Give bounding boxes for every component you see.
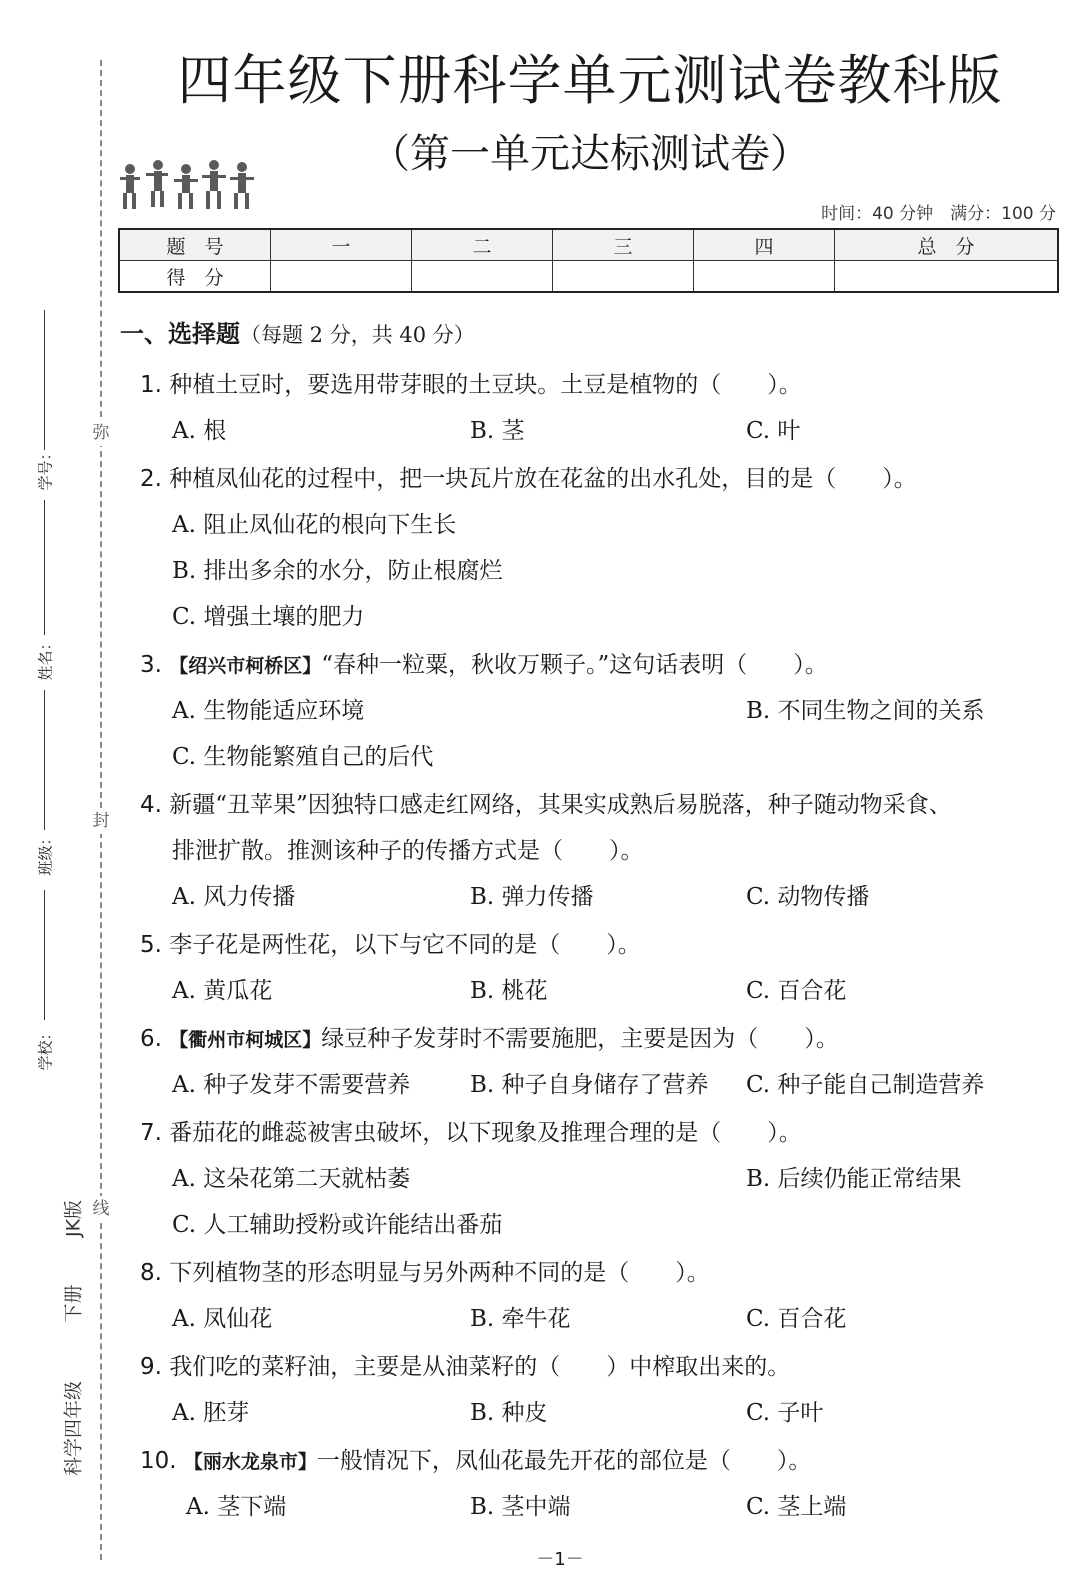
- student-id-label: 学号：: [36, 445, 55, 491]
- spine-grade: 科学四年级: [62, 1380, 85, 1477]
- question-stem: 一般情况下，凤仙花最先开花的部位是（ ）。: [316, 1448, 812, 1474]
- question-5: [140, 926, 641, 959]
- option[interactable]: C. 百合花: [746, 978, 847, 1004]
- question-number: 4.: [140, 792, 162, 818]
- option[interactable]: A. 阻止凤仙花的根向下生长: [172, 512, 457, 538]
- kids-silhouette-icon: [118, 155, 258, 215]
- option[interactable]: B. 牵牛花: [470, 1306, 571, 1332]
- question-8: [140, 1254, 710, 1287]
- question-3: [140, 646, 828, 679]
- option[interactable]: C. 子叶: [746, 1400, 824, 1426]
- region-tag: 【衢州市柯城区】: [169, 1029, 322, 1051]
- spine-edition: JK版: [62, 1199, 85, 1238]
- option[interactable]: A. 凤仙花: [172, 1306, 273, 1332]
- option[interactable]: B. 弹力传播: [470, 884, 594, 910]
- option[interactable]: B. 种子自身储存了营养: [470, 1072, 709, 1098]
- time-score-info: 时间：40 分钟 满分：100 分: [821, 204, 1056, 224]
- option[interactable]: B. 后续仍能正常结果: [746, 1166, 962, 1192]
- question-9: [140, 1348, 790, 1381]
- question-6: [140, 1020, 839, 1053]
- section-note: （每题 2 分，共 40 分）: [240, 323, 475, 347]
- region-tag: 【绍兴市柯桥区】: [169, 655, 322, 677]
- score-table-cell: 总 分: [835, 229, 1059, 261]
- student-id-line[interactable]: [44, 310, 45, 450]
- question-4: [140, 786, 952, 819]
- name-label: 姓名：: [36, 635, 55, 681]
- option[interactable]: A. 生物能适应环境: [172, 698, 365, 724]
- score-table-cell: 二: [412, 229, 553, 261]
- question-number: 10.: [140, 1448, 177, 1474]
- class-line[interactable]: [44, 690, 45, 830]
- class-label: 班级：: [36, 830, 55, 876]
- option[interactable]: A. 茎下端: [186, 1494, 287, 1520]
- score-table-cell: 一: [271, 229, 412, 261]
- question-stem: 新疆“丑苹果”因独特口感走红网络，其果实成熟后易脱落，种子随动物采食、: [169, 792, 952, 818]
- seal-char-mi: 弥: [88, 420, 114, 446]
- question-1: [140, 366, 802, 399]
- name-line[interactable]: [44, 500, 45, 635]
- score-table: [118, 228, 1059, 293]
- question-number: 7.: [140, 1120, 162, 1146]
- question-2: [140, 460, 917, 493]
- page-title: 四年级下册科学单元测试卷教科版: [177, 49, 1003, 112]
- question-stem: 种植凤仙花的过程中，把一块瓦片放在花盆的出水孔处，目的是（ ）。: [169, 466, 917, 492]
- question-number: 6.: [140, 1026, 162, 1052]
- section-title: 一、选择题: [120, 320, 240, 348]
- spine-label: [52, 1185, 92, 1477]
- question-number: 5.: [140, 932, 162, 958]
- option[interactable]: A. 这朵花第二天就枯萎: [172, 1166, 411, 1192]
- score-input-cell[interactable]: [412, 261, 553, 293]
- option[interactable]: C. 增强土壤的肥力: [172, 604, 365, 630]
- section-heading: [120, 314, 475, 349]
- question-10: [140, 1442, 811, 1475]
- question-number: 9.: [140, 1354, 162, 1380]
- question-stem-continued: 排泄扩散。推测该种子的传播方式是（ ）。: [172, 838, 644, 864]
- school-label: 学校：: [36, 1025, 55, 1071]
- option[interactable]: C. 种子能自己制造营养: [746, 1072, 985, 1098]
- option[interactable]: A. 胚芽: [172, 1400, 250, 1426]
- option[interactable]: A. 风力传播: [172, 884, 296, 910]
- question-stem: 番茄花的雌蕊被害虫破坏，以下现象及推理合理的是（ ）。: [169, 1120, 802, 1146]
- option[interactable]: C. 动物传播: [746, 884, 870, 910]
- question-stem: 种植土豆时，要选用带芽眼的土豆块。土豆是植物的（ ）。: [169, 372, 802, 398]
- school-line[interactable]: [44, 890, 45, 1020]
- score-input-cell[interactable]: [553, 261, 694, 293]
- option[interactable]: A. 根: [172, 418, 227, 444]
- option[interactable]: B. 种皮: [470, 1400, 548, 1426]
- option[interactable]: B. 桃花: [470, 978, 548, 1004]
- region-tag: 【丽水龙泉市】: [183, 1451, 317, 1473]
- option[interactable]: C. 百合花: [746, 1306, 847, 1332]
- question-stem: “春种一粒粟，秋收万颗子。”这句话表明（ ）。: [321, 652, 828, 678]
- score-table-row: [119, 261, 1058, 293]
- seal-char-feng: 封: [88, 808, 114, 834]
- page-number: －1－: [536, 1549, 584, 1570]
- option[interactable]: A. 黄瓜花: [172, 978, 273, 1004]
- seal-char-xian: 线: [88, 1196, 114, 1222]
- question-stem: 我们吃的菜籽油，主要是从油菜籽的（ ）中榨取出来的。: [169, 1354, 791, 1380]
- option[interactable]: C. 生物能繁殖自己的后代: [172, 744, 434, 770]
- score-input-cell[interactable]: [271, 261, 412, 293]
- option[interactable]: C. 叶: [746, 418, 801, 444]
- score-input-cell[interactable]: [835, 261, 1059, 293]
- option[interactable]: B. 排出多余的水分，防止根腐烂: [172, 558, 503, 584]
- option[interactable]: B. 茎中端: [470, 1494, 571, 1520]
- question-stem: 李子花是两性花，以下与它不同的是（ ）。: [169, 932, 641, 958]
- question-stem: 下列植物茎的形态明显与另外两种不同的是（ ）。: [169, 1260, 710, 1286]
- option[interactable]: A. 种子发芽不需要营养: [172, 1072, 411, 1098]
- score-table-cell: 得 分: [119, 261, 271, 293]
- score-table-cell: 三: [553, 229, 694, 261]
- option[interactable]: C. 人工辅助授粉或许能结出番茄: [172, 1212, 503, 1238]
- score-table-cell: 题 号: [119, 229, 271, 261]
- question-number: 2.: [140, 466, 162, 492]
- score-table-cell: 四: [694, 229, 835, 261]
- question-number: 1.: [140, 372, 162, 398]
- question-7: [140, 1114, 802, 1147]
- score-input-cell[interactable]: [694, 261, 835, 293]
- option[interactable]: C. 茎上端: [746, 1494, 847, 1520]
- question-stem: 绿豆种子发芽时不需要施肥，主要是因为（ ）。: [321, 1026, 839, 1052]
- page-subtitle: （第一单元达标测试卷）: [370, 131, 810, 177]
- question-number: 8.: [140, 1260, 162, 1286]
- spine-volume: 下册: [62, 1284, 85, 1323]
- question-number: 3.: [140, 652, 162, 678]
- score-table-header-row: [119, 229, 1058, 261]
- option[interactable]: B. 不同生物之间的关系: [746, 698, 985, 724]
- option[interactable]: B. 茎: [470, 418, 525, 444]
